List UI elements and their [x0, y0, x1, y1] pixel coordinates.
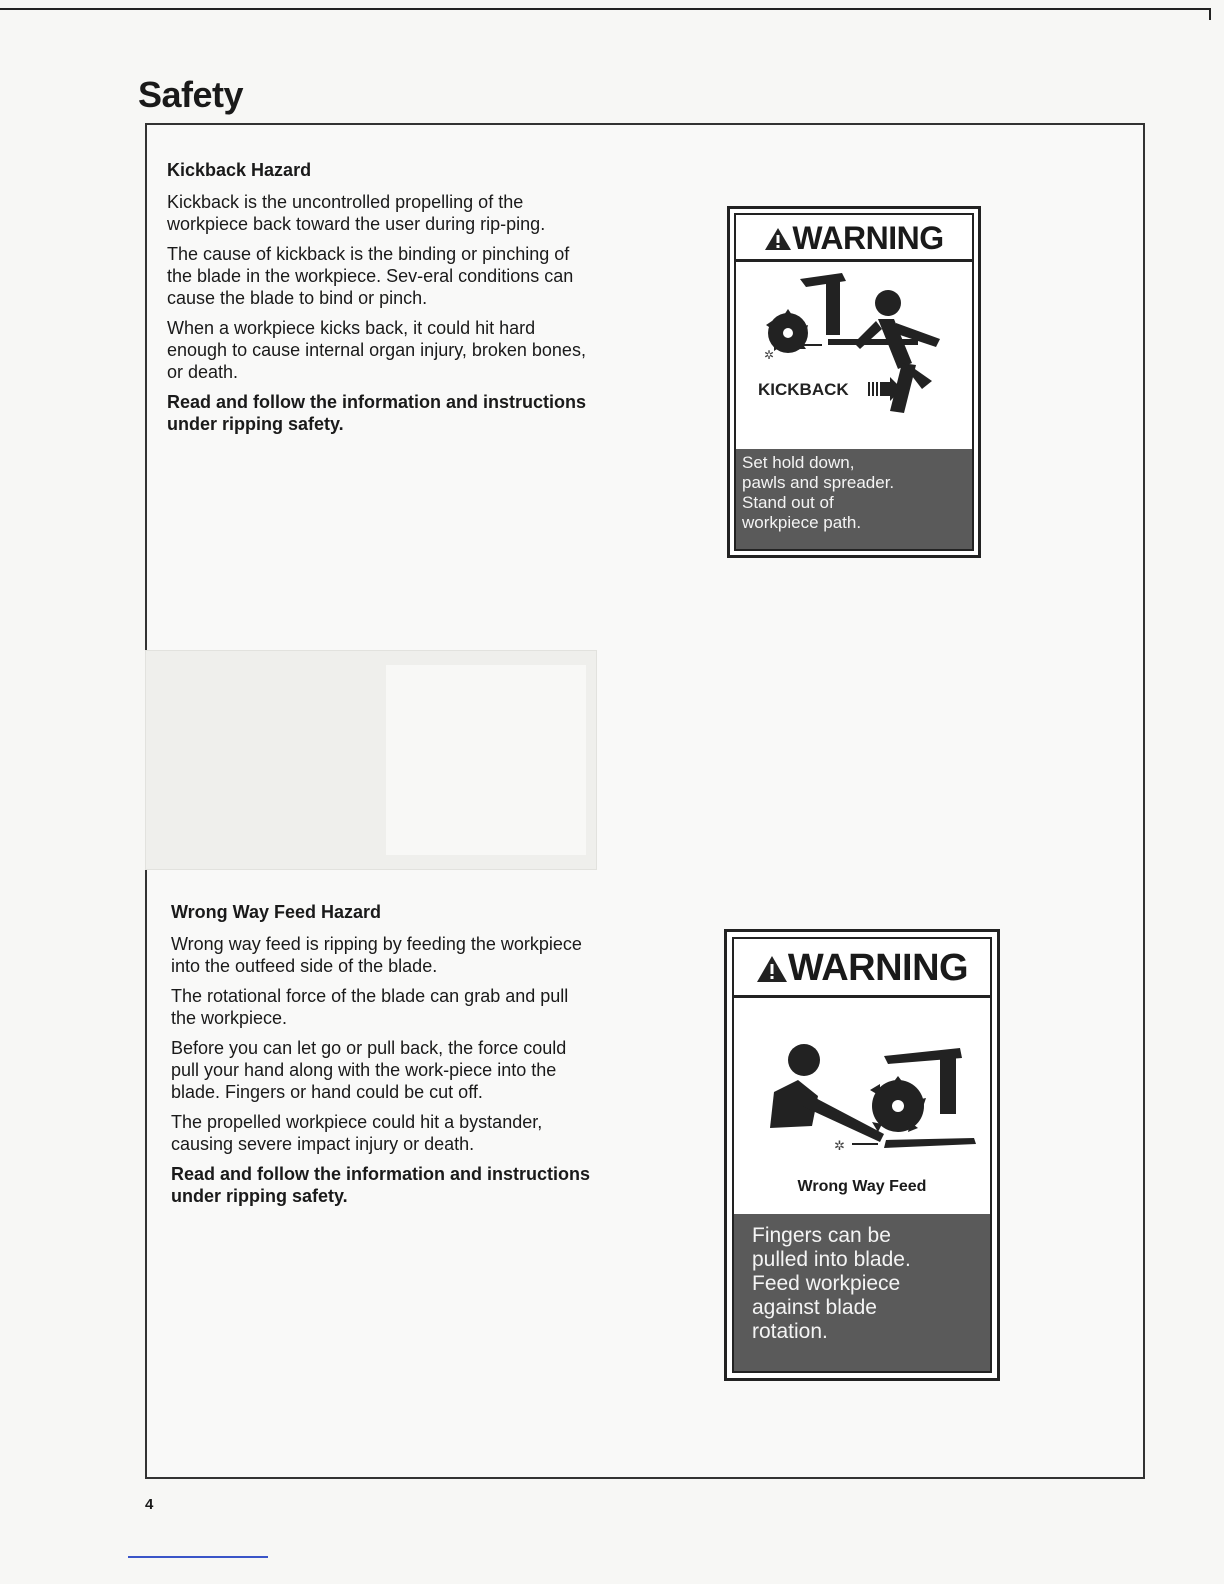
sign-header-text: WARNING — [792, 220, 944, 256]
wrongway-heading: Wrong Way Feed Hazard — [171, 902, 382, 922]
sign-footer-line: Set hold down, — [742, 453, 855, 472]
sign-footer-line: pawls and spreader. — [742, 473, 895, 492]
kickback-figure-label: KICKBACK — [758, 380, 849, 399]
wrongway-paragraph-1: Wrong way feed is ripping by feeding the workpiece into the outfeed side of the blade. — [171, 934, 582, 976]
sign-footer-line: rotation. — [752, 1320, 828, 1343]
wrongway-paragraph-4: The propelled workpiece could hit a bystander, causing severe impact injury or death. — [171, 1112, 543, 1154]
page-number: 4 — [145, 1496, 154, 1513]
sign-footer-line: Feed workpiece — [752, 1272, 901, 1295]
sign-caption: Wrong Way Feed — [797, 1178, 927, 1195]
sign-footer-line: workpiece path. — [742, 513, 862, 532]
wrongway-paragraph-3: Before you can let go or pull back, the force could pull your hand along with the work-piece into the blade. Fingers or hand could be cut off. — [171, 1038, 567, 1102]
top-rule — [0, 8, 1210, 10]
wrongway-pictogram-icon — [734, 998, 990, 1178]
wrongway-section — [171, 902, 596, 1215]
sign-header-text: WARNING — [787, 947, 969, 989]
top-rule-tick — [1209, 8, 1211, 20]
sign-footer — [734, 1214, 990, 1371]
sign-footer — [736, 449, 972, 549]
wrongway-paragraph-2: The rotational force of the blade can grab and pull the workpiece. — [171, 986, 569, 1028]
sign-footer-line: pulled into blade. — [752, 1248, 911, 1271]
page-title: Safety — [138, 74, 244, 115]
bleed-through-image — [145, 650, 597, 870]
sign-header — [734, 939, 990, 998]
kickback-section — [167, 160, 597, 443]
kickback-warning-sign — [727, 206, 981, 558]
kickback-paragraph-2: The cause of kickback is the binding or pinching of the blade in the workpiece. Sev-eral conditions can cause the blade to bind or pinch. — [167, 244, 574, 308]
sign-footer-line: against blade — [752, 1296, 877, 1319]
kickback-pictogram-icon — [736, 263, 972, 449]
kickback-instruction: Read and follow the information and instructions under ripping safety. — [167, 392, 587, 434]
warning-triangle-icon — [764, 227, 792, 251]
bottom-link-underline — [128, 1556, 268, 1558]
kickback-paragraph-3: When a workpiece kicks back, it could hit hard enough to cause internal organ injury, broken bones, or death. — [167, 318, 586, 382]
kickback-paragraph-1: Kickback is the uncontrolled propelling of the workpiece back toward the user during rip-ping. — [167, 192, 546, 234]
sign-header — [736, 215, 972, 262]
sign-footer-line: Stand out of — [742, 493, 834, 512]
kickback-heading: Kickback Hazard — [167, 160, 312, 180]
svg-text:✲: ✲ — [834, 1138, 845, 1153]
svg-text:✲: ✲ — [764, 348, 775, 362]
sign-footer-line: Fingers can be — [752, 1224, 891, 1247]
wrongway-warning-sign — [724, 929, 1000, 1381]
warning-triangle-icon — [756, 955, 788, 983]
wrongway-instruction: Read and follow the information and instructions under ripping safety. — [171, 1164, 591, 1206]
